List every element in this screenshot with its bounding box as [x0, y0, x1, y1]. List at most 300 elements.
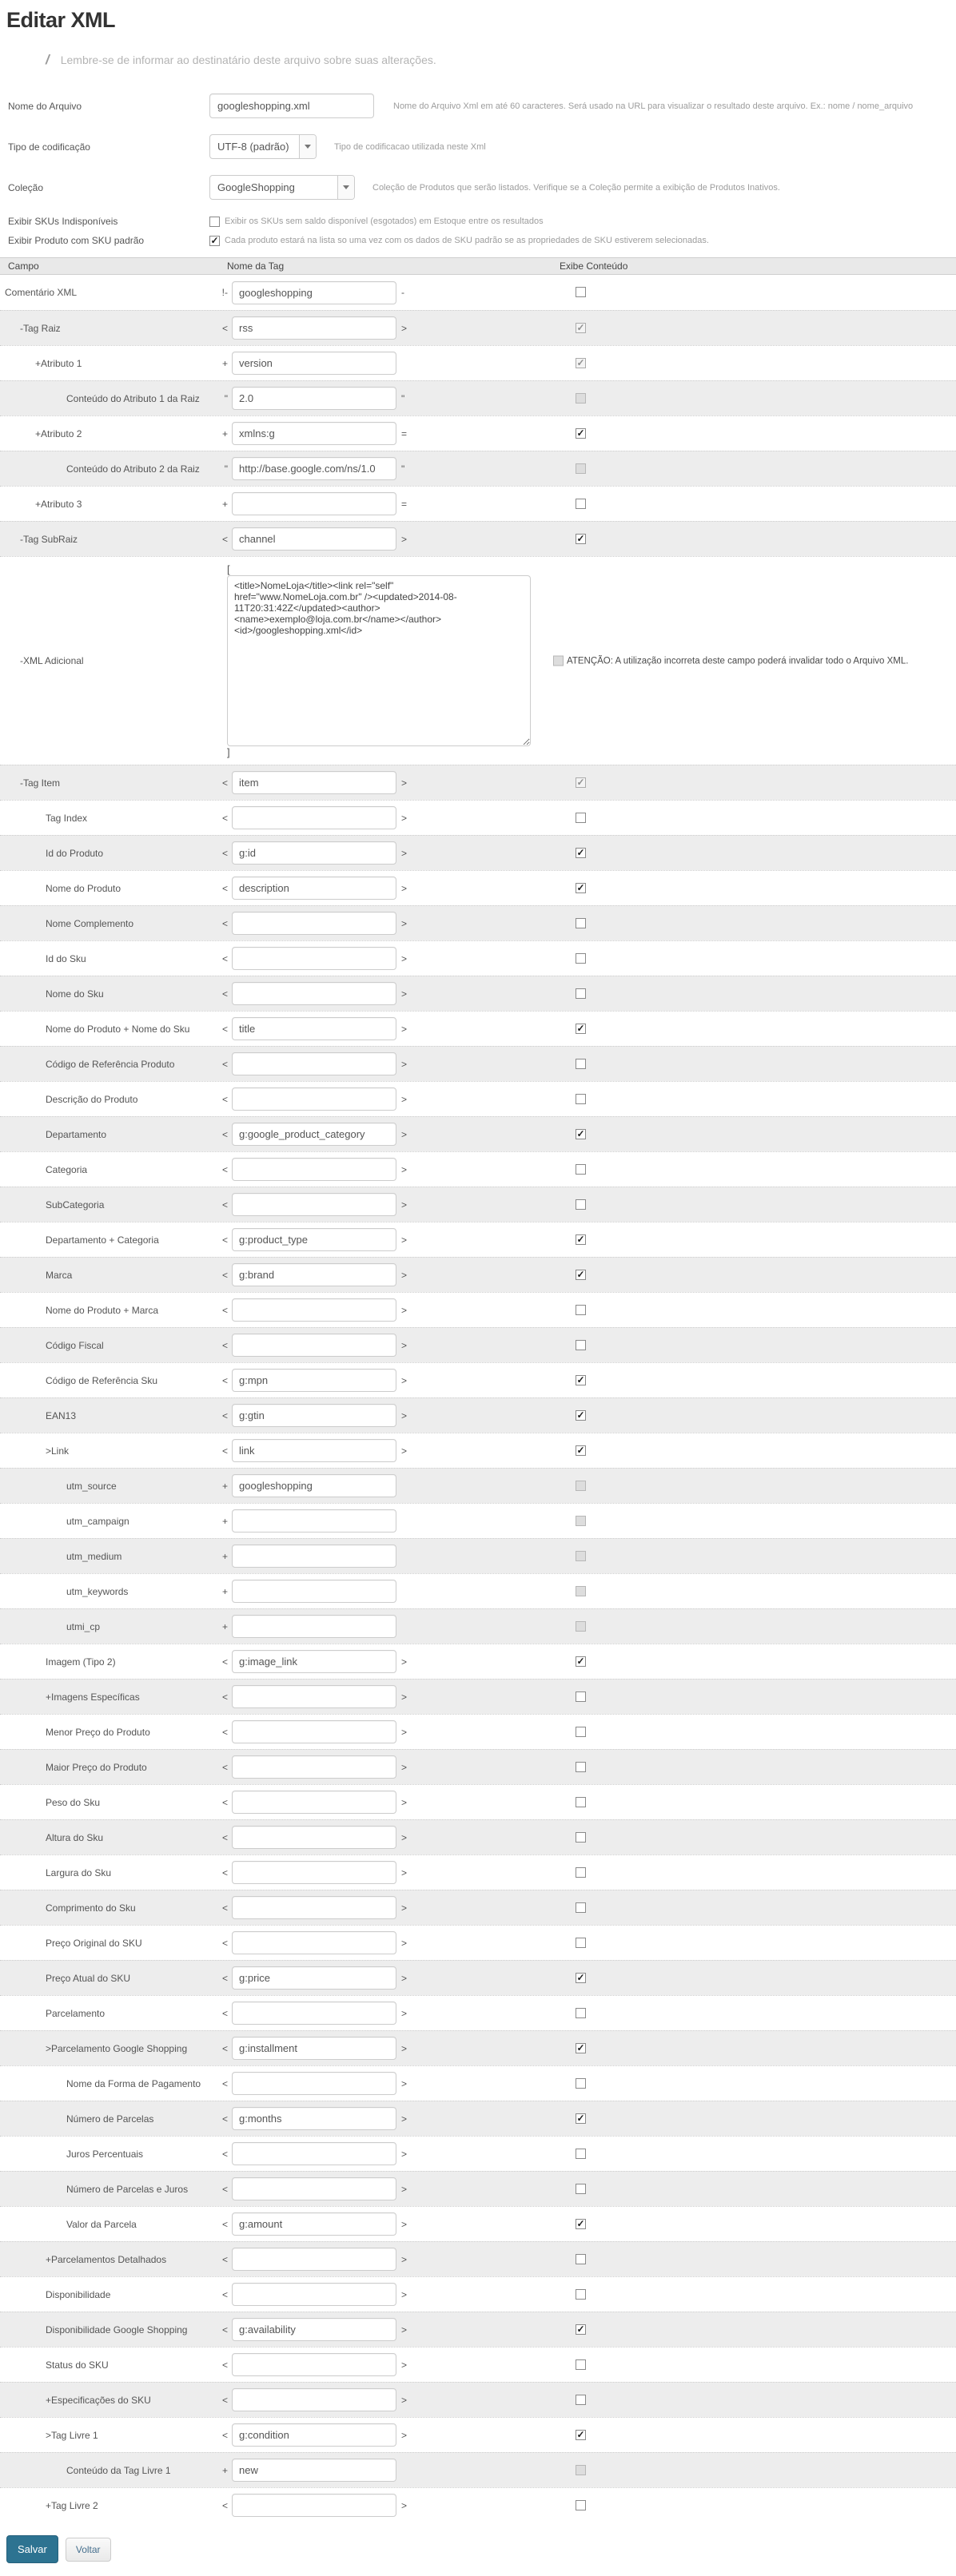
table-row: [0, 2065, 956, 2101]
exibe-conteudo-checkbox[interactable]: [576, 918, 586, 928]
tag-suffix: >: [401, 1866, 408, 1878]
tag-prefix: <: [221, 812, 228, 824]
save-button[interactable]: Salvar: [6, 2535, 58, 2563]
tag-name-input[interactable]: [232, 1298, 396, 1322]
tag-suffix: >: [401, 2218, 408, 2230]
tag-name-input[interactable]: [232, 1544, 396, 1568]
table-row: [0, 1081, 956, 1116]
exibe-conteudo-checkbox[interactable]: ✓: [576, 847, 585, 858]
table-row: [0, 1503, 956, 1538]
exibe-conteudo-checkbox[interactable]: [576, 2500, 586, 2510]
tag-name-input[interactable]: [232, 2037, 396, 2060]
exibe-conteudo-checkbox[interactable]: ✓: [576, 2113, 585, 2124]
exibe-conteudo-checkbox[interactable]: [576, 1867, 586, 1878]
tag-prefix: +: [221, 1480, 228, 1492]
tag-prefix: <: [221, 882, 228, 894]
exibe-conteudo-checkbox[interactable]: ✓: [576, 2218, 585, 2229]
tag-name-input[interactable]: [232, 1474, 396, 1497]
tag-prefix: <: [221, 2218, 228, 2230]
exibe-conteudo-checkbox: [576, 1551, 586, 1561]
exibe-conteudo-checkbox[interactable]: ✓: [576, 1234, 585, 1245]
field-label: utm_medium: [66, 1550, 122, 1562]
table-row: [0, 976, 956, 1011]
tag-prefix: <: [221, 1234, 228, 1246]
tag-prefix: <: [221, 988, 228, 1000]
exibe-conteudo-checkbox[interactable]: ✓: [576, 2429, 585, 2440]
exibe-conteudo-checkbox[interactable]: [576, 1797, 586, 1807]
field-label: Nome do Sku: [46, 988, 104, 1000]
tag-name-input[interactable]: [232, 877, 396, 900]
field-label: Comprimento do Sku: [46, 1902, 136, 1914]
tag-suffix: >: [401, 1093, 408, 1105]
field-label: EAN13: [46, 1409, 77, 1421]
exibe-conteudo-checkbox[interactable]: ✓: [576, 1023, 585, 1034]
tag-suffix: >: [401, 1691, 408, 1703]
tag-suffix: =: [401, 427, 408, 439]
exibe-conteudo-checkbox[interactable]: ✓: [576, 1374, 585, 1385]
tag-prefix: +: [221, 1515, 228, 1527]
tag-prefix: <: [221, 2429, 228, 2441]
field-label: Código de Referência Produto: [46, 1058, 175, 1070]
tag-suffix: >: [401, 1269, 408, 1281]
tag-name-input[interactable]: [232, 771, 396, 794]
tag-name-input[interactable]: [232, 2283, 396, 2306]
tag-name-input[interactable]: [232, 2423, 396, 2447]
field-label: Nome do Produto + Marca: [46, 1304, 159, 1316]
tag-suffix: -: [401, 287, 404, 298]
field-label: Id do Produto: [46, 847, 104, 859]
tag-name-input[interactable]: [232, 387, 396, 410]
table-row: [0, 1960, 956, 1995]
exibe-conteudo-checkbox[interactable]: [576, 2395, 586, 2405]
tag-suffix: >: [401, 1409, 408, 1421]
tag-name-input[interactable]: [232, 1263, 396, 1286]
table-header: [0, 257, 956, 275]
tag-name-input[interactable]: [232, 2388, 396, 2411]
tag-name-input[interactable]: [232, 1087, 396, 1111]
table-row: [0, 1819, 956, 1854]
tag-name-input[interactable]: [232, 1123, 396, 1146]
tipo-codificacao-select[interactable]: [209, 134, 317, 159]
table-row: [0, 2347, 956, 2382]
tag-name-input[interactable]: [232, 982, 396, 1005]
field-label: utm_keywords: [66, 1585, 129, 1597]
form-row-colecao: [0, 175, 956, 200]
tag-name-input[interactable]: [232, 1791, 396, 1814]
button-bar: [6, 2535, 956, 2563]
table-row: [0, 1995, 956, 2030]
tag-name-input[interactable]: [232, 2072, 396, 2095]
tag-suffix: >: [401, 1339, 408, 1351]
exibe-conteudo-checkbox[interactable]: [576, 1164, 586, 1175]
xml-settings-form: [0, 93, 956, 246]
xml-warning-text: ATENÇÃO: A utilização incorreta deste campo poderá invalidar todo o Arquivo XML.: [567, 656, 909, 666]
tag-prefix: <: [221, 1269, 228, 1281]
table-row: [0, 2136, 956, 2171]
tag-prefix: <: [221, 322, 228, 334]
exibe-conteudo-checkbox[interactable]: ✓: [576, 882, 585, 893]
table-row: [0, 1608, 956, 1644]
tag-prefix: <: [221, 2324, 228, 2335]
table-row: [0, 2487, 956, 2522]
exibir-skus-checkbox[interactable]: [209, 217, 220, 227]
exibe-conteudo-checkbox[interactable]: [576, 988, 586, 999]
tag-prefix: +: [221, 357, 228, 369]
tag-name-input[interactable]: [232, 422, 396, 445]
exibe-conteudo-checkbox[interactable]: ✓: [576, 427, 585, 439]
tag-prefix: <: [221, 1937, 228, 1949]
field-label: SubCategoria: [46, 1199, 105, 1210]
exibe-conteudo-checkbox[interactable]: [576, 1691, 586, 1702]
page-title: Editar XML: [6, 8, 116, 32]
editar-xml-page: [0, 8, 956, 2576]
tag-suffix: >: [401, 1761, 408, 1773]
tag-name-input[interactable]: [232, 947, 396, 970]
tag-prefix: <: [221, 1691, 228, 1703]
table-row: [0, 275, 956, 310]
table-row: [0, 2030, 956, 2065]
tag-name-input[interactable]: [232, 2142, 396, 2165]
tag-prefix: <: [221, 1058, 228, 1070]
field-label: Disponibilidade Google Shopping: [46, 2324, 188, 2335]
field-label: +Atributo 3: [35, 498, 82, 510]
table-row: [0, 1397, 956, 1433]
tag-suffix: >: [401, 1128, 408, 1140]
field-label: Menor Preço do Produto: [46, 1726, 150, 1738]
exibir-skus-help: Exibir os SKUs sem saldo disponível (esgotados) em Estoque entre os resultados: [225, 217, 544, 226]
tag-suffix: >: [401, 1374, 408, 1386]
tag-suffix: >: [401, 1445, 408, 1457]
colecao-help: Coleção de Produtos que serão listados. Verifique se a Coleção permite a exibição de Produtos Inativos.: [372, 182, 780, 193]
tag-suffix: >: [401, 2077, 408, 2089]
tag-suffix: >: [401, 2253, 408, 2265]
table-row: [0, 1187, 956, 1222]
table-row: [0, 2276, 956, 2312]
field-label: Descrição do Produto: [46, 1093, 138, 1105]
exibe-conteudo-checkbox[interactable]: [576, 813, 586, 823]
header-exibe-conteudo: Exibe Conteúdo: [560, 260, 628, 272]
xml-warning: [553, 656, 908, 666]
colecao-value: GoogleShopping: [217, 181, 295, 193]
exibe-conteudo-checkbox[interactable]: [576, 2008, 586, 2018]
tag-name-input[interactable]: [232, 457, 396, 480]
header-nome-da-tag: Nome da Tag: [227, 260, 285, 272]
table-row: [0, 905, 956, 940]
field-label: Marca: [46, 1269, 73, 1281]
tag-suffix: >: [401, 1796, 408, 1808]
tag-name-input[interactable]: [232, 1334, 396, 1357]
exibe-conteudo-checkbox[interactable]: [576, 1727, 586, 1737]
tag-name-input[interactable]: [232, 1720, 396, 1743]
exibe-conteudo-checkbox: [576, 393, 586, 403]
table-row: [0, 1362, 956, 1397]
tag-name-input[interactable]: [232, 2459, 396, 2482]
exibe-conteudo-checkbox[interactable]: ✓: [576, 1445, 585, 1456]
exibe-conteudo-checkbox[interactable]: [576, 1902, 586, 1913]
tag-name-input[interactable]: [232, 1755, 396, 1779]
tag-prefix: ": [224, 392, 228, 404]
table-row: [0, 2417, 956, 2452]
tag-name-input[interactable]: [232, 492, 396, 515]
tag-name-input[interactable]: [232, 912, 396, 935]
field-label: Peso do Sku: [46, 1796, 101, 1808]
tag-name-input[interactable]: [232, 2002, 396, 2025]
exibe-conteudo-checkbox[interactable]: ✓: [576, 2324, 585, 2335]
tag-name-input[interactable]: [232, 1896, 396, 1919]
exibe-conteudo-checkbox[interactable]: [576, 1094, 586, 1104]
chevron-down-icon: [299, 135, 316, 158]
tag-suffix: ": [401, 392, 405, 404]
back-button[interactable]: Voltar: [66, 2538, 111, 2562]
field-label: Id do Sku: [46, 952, 86, 964]
exibe-conteudo-checkbox[interactable]: ✓: [576, 1656, 585, 1667]
exibir-produto-sku-label: Exibir Produto com SKU padrão: [8, 235, 145, 246]
exibe-conteudo-checkbox[interactable]: [576, 2149, 586, 2159]
tag-name-input[interactable]: [232, 1017, 396, 1040]
tag-prefix: <: [221, 1339, 228, 1351]
tag-name-input[interactable]: [232, 2494, 396, 2517]
tag-suffix: >: [401, 1972, 408, 1984]
exibe-conteudo-checkbox[interactable]: [576, 1832, 586, 1843]
table-row: [0, 1854, 956, 1890]
exibe-conteudo-checkbox[interactable]: [576, 2254, 586, 2264]
field-label: Preço Atual do SKU: [46, 1972, 131, 1984]
exibir-produto-sku-checkbox[interactable]: ✓: [210, 235, 219, 246]
field-label: Categoria: [46, 1163, 88, 1175]
table-row: [0, 451, 956, 486]
tag-name-input[interactable]: [232, 2107, 396, 2130]
field-label: -XML Adicional: [20, 655, 84, 666]
tag-name-input[interactable]: [232, 1931, 396, 1954]
tag-prefix: +: [221, 427, 228, 439]
tag-name-input[interactable]: [232, 1685, 396, 1708]
tag-prefix: <: [221, 1163, 228, 1175]
tag-suffix: >: [401, 812, 408, 824]
field-label: Departamento: [46, 1128, 107, 1140]
field-label: Departamento + Categoria: [46, 1234, 159, 1246]
exibe-conteudo-checkbox[interactable]: [576, 287, 586, 297]
exibe-conteudo-checkbox[interactable]: ✓: [576, 1972, 585, 1983]
exibe-conteudo-checkbox[interactable]: [576, 1059, 586, 1069]
tag-name-input[interactable]: [232, 1826, 396, 1849]
form-row-exibir-skus: [0, 216, 956, 227]
field-label: Conteúdo do Atributo 2 da Raiz: [66, 463, 200, 475]
nome-arquivo-input[interactable]: [209, 93, 374, 118]
field-label: Código de Referência Sku: [46, 1374, 158, 1386]
tag-suffix: >: [401, 1058, 408, 1070]
tag-name-input[interactable]: [232, 1404, 396, 1427]
field-label: Nome Complemento: [46, 917, 134, 929]
table-row: [0, 2101, 956, 2136]
colecao-label: Coleção: [8, 181, 44, 193]
tag-suffix: >: [401, 882, 408, 894]
field-label: Nome da Forma de Pagamento: [66, 2077, 201, 2089]
tag-name-input[interactable]: [232, 1193, 396, 1216]
exibe-conteudo-checkbox: ✓: [576, 357, 585, 368]
field-label: Tag Index: [46, 812, 88, 824]
exibe-conteudo-checkbox: [576, 463, 586, 474]
tag-prefix: <: [221, 1656, 228, 1668]
table-row: [0, 1433, 956, 1468]
exibe-conteudo-checkbox[interactable]: [576, 499, 586, 509]
tag-prefix: <: [221, 2077, 228, 2089]
exibir-skus-label: Exibir SKUs Indisponíveis: [8, 216, 118, 227]
tag-prefix: <: [221, 1023, 228, 1035]
tag-suffix: >: [401, 2359, 408, 2371]
field-label: +Imagens Específicas: [46, 1691, 140, 1703]
exibe-conteudo-checkbox: ✓: [576, 777, 585, 788]
exibe-conteudo-checkbox: [576, 2465, 586, 2475]
exibe-conteudo-checkbox[interactable]: ✓: [576, 1128, 585, 1139]
tag-prefix: <: [221, 533, 228, 545]
tag-prefix: ": [224, 463, 228, 475]
tag-prefix: <: [221, 1972, 228, 1984]
form-row-nome-arquivo: [0, 93, 956, 118]
tag-suffix: >: [401, 1199, 408, 1210]
table-row: [0, 2312, 956, 2347]
note-text: Lembre-se de informar ao destinatário deste arquivo sobre suas alterações.: [60, 54, 436, 66]
tag-suffix: >: [401, 1304, 408, 1316]
field-label: +Parcelamentos Detalhados: [46, 2253, 167, 2265]
tag-prefix: <: [221, 1831, 228, 1843]
table-row: [0, 345, 956, 380]
bracket-open: [: [227, 563, 230, 575]
exibe-conteudo-checkbox[interactable]: [576, 1762, 586, 1772]
table-row: [0, 1257, 956, 1292]
table-row: [0, 1925, 956, 1960]
tag-name-input[interactable]: [232, 1650, 396, 1673]
tag-prefix: <: [221, 1304, 228, 1316]
tag-suffix: >: [401, 2007, 408, 2019]
exibe-conteudo-checkbox: ✓: [576, 322, 585, 333]
table-row: [0, 310, 956, 345]
field-label: >Parcelamento Google Shopping: [46, 2042, 188, 2054]
tag-name-input[interactable]: [232, 1966, 396, 1990]
field-label: Valor da Parcela: [66, 2218, 137, 2230]
tag-prefix: <: [221, 2042, 228, 2054]
table-row: [0, 1538, 956, 1573]
tag-suffix: >: [401, 1023, 408, 1035]
tag-prefix: <: [221, 1726, 228, 1738]
field-label: Imagem (Tipo 2): [46, 1656, 116, 1668]
field-label: Disponibilidade: [46, 2288, 111, 2300]
tag-name-input[interactable]: [232, 2353, 396, 2376]
exibe-conteudo-checkbox[interactable]: [576, 953, 586, 964]
table-row: [0, 556, 956, 765]
field-label: +Tag Livre 2: [46, 2499, 98, 2511]
tag-prefix: <: [221, 1409, 228, 1421]
tag-suffix: >: [401, 2113, 408, 2125]
tag-prefix: <: [221, 2113, 228, 2125]
colecao-select[interactable]: [209, 175, 355, 200]
header-campo: Campo: [8, 260, 39, 272]
field-label: Comentário XML: [5, 287, 78, 298]
tag-prefix: <: [221, 1199, 228, 1210]
field-label: Status do SKU: [46, 2359, 109, 2371]
exibe-conteudo-checkbox[interactable]: ✓: [576, 2042, 585, 2053]
tag-name-input[interactable]: [232, 1439, 396, 1462]
xml-adicional-textarea[interactable]: [227, 575, 531, 746]
tag-name-input[interactable]: [232, 2177, 396, 2200]
tag-suffix: >: [401, 533, 408, 545]
exibe-conteudo-checkbox[interactable]: [576, 2184, 586, 2194]
exibe-conteudo-checkbox[interactable]: ✓: [576, 533, 585, 544]
tag-name-input[interactable]: [232, 1228, 396, 1251]
exibe-conteudo-checkbox[interactable]: [576, 1305, 586, 1315]
table-row: [0, 415, 956, 451]
tag-name-input[interactable]: [232, 841, 396, 865]
field-label: Número de Parcelas: [66, 2113, 154, 2125]
tag-name-input[interactable]: [232, 2318, 396, 2341]
tag-name-input[interactable]: [232, 1158, 396, 1181]
tag-name-input[interactable]: [232, 1615, 396, 1638]
table-row: [0, 2206, 956, 2241]
field-label: Conteúdo da Tag Livre 1: [66, 2464, 171, 2476]
xml-tags-table: [0, 257, 956, 2522]
field-label: >Tag Livre 1: [46, 2429, 98, 2441]
exibe-conteudo-checkbox[interactable]: [576, 1938, 586, 1948]
table-row: [0, 800, 956, 835]
tag-name-input[interactable]: [232, 1861, 396, 1884]
tag-prefix: <: [221, 1902, 228, 1914]
exibe-conteudo-checkbox[interactable]: ✓: [576, 1269, 585, 1280]
field-label: -Tag Item: [20, 777, 61, 789]
tag-suffix: >: [401, 988, 408, 1000]
tag-suffix: >: [401, 847, 408, 859]
tag-suffix: >: [401, 2429, 408, 2441]
table-row: [0, 940, 956, 976]
table-row: [0, 1116, 956, 1151]
tag-suffix: >: [401, 917, 408, 929]
nome-arquivo-label: Nome do Arquivo: [8, 100, 82, 112]
tipo-codificacao-label: Tipo de codificação: [8, 141, 90, 153]
exibe-conteudo-checkbox[interactable]: [576, 2359, 586, 2370]
table-row: [0, 1679, 956, 1714]
tag-name-input[interactable]: [232, 1052, 396, 1075]
exibe-conteudo-checkbox[interactable]: ✓: [576, 1409, 585, 1421]
field-label: -Tag SubRaiz: [20, 533, 78, 545]
tag-suffix: >: [401, 2499, 408, 2511]
field-label: Juros Percentuais: [66, 2148, 144, 2160]
exibe-conteudo-checkbox[interactable]: [576, 2289, 586, 2300]
tag-suffix: >: [401, 1726, 408, 1738]
tag-name-input[interactable]: [232, 1580, 396, 1603]
tag-prefix: <: [221, 2007, 228, 2019]
field-label: utmi_cp: [66, 1620, 101, 1632]
exibe-conteudo-checkbox[interactable]: [576, 1199, 586, 1210]
tag-suffix: ": [401, 463, 405, 475]
tag-name-input[interactable]: [232, 806, 396, 829]
field-label: >Link: [46, 1445, 70, 1457]
exibe-conteudo-checkbox[interactable]: [576, 2078, 586, 2089]
field-label: +Atributo 2: [35, 427, 82, 439]
tag-name-input[interactable]: [232, 281, 396, 304]
tag-name-input[interactable]: [232, 527, 396, 551]
tag-suffix: >: [401, 322, 408, 334]
tag-name-input[interactable]: [232, 316, 396, 340]
tag-name-input[interactable]: [232, 1369, 396, 1392]
tag-suffix: >: [401, 777, 408, 789]
tag-name-input[interactable]: [232, 1509, 396, 1532]
xml-table-body: [0, 275, 956, 2522]
tag-name-input[interactable]: [232, 2212, 396, 2236]
tag-name-input[interactable]: [232, 352, 396, 375]
tag-prefix: <: [221, 1374, 228, 1386]
tag-name-input[interactable]: [232, 2248, 396, 2271]
exibe-conteudo-checkbox[interactable]: [576, 1340, 586, 1350]
table-row: [0, 870, 956, 905]
field-label: Nome do Produto: [46, 882, 121, 894]
